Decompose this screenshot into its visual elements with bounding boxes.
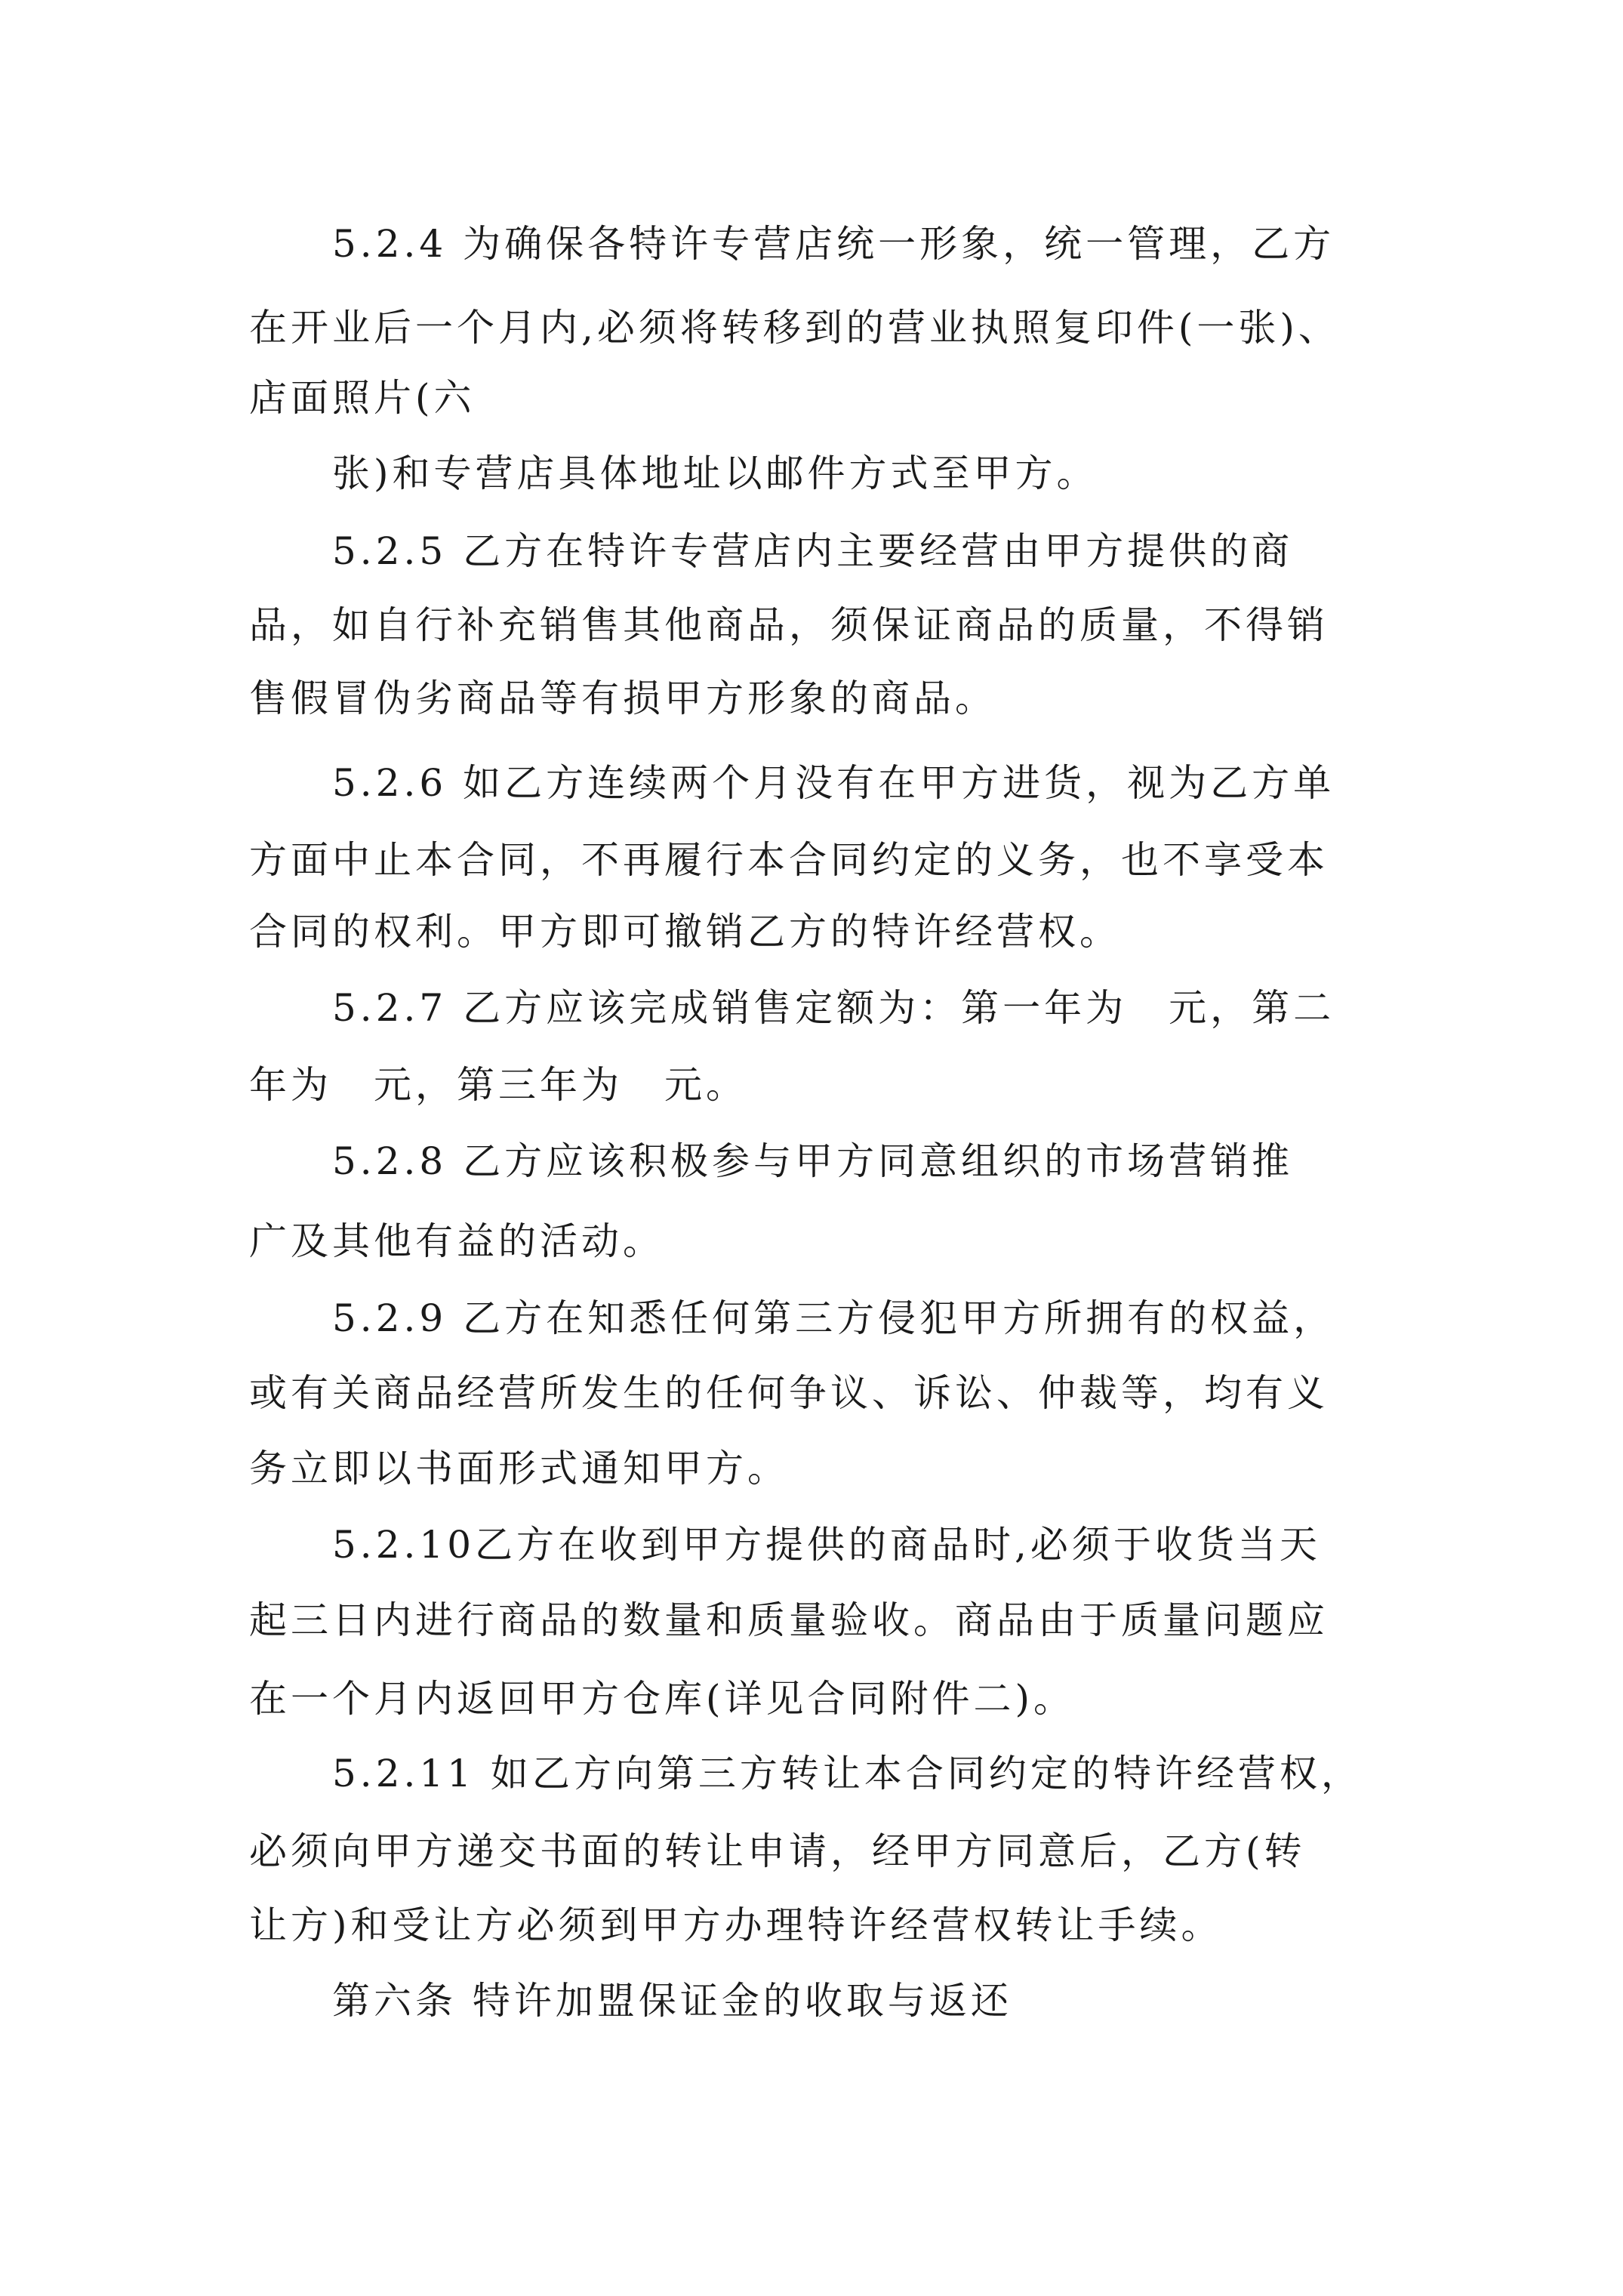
clause-5-2-9-line-1: 5.2.9 乙方在知悉任何第三方侵犯甲方所拥有的权益， [332, 1296, 1335, 1340]
clause-5-2-4-line-2: 在开业后一个月内,必须将转移到的营业执照复印件(一张)、 [249, 306, 1340, 350]
clause-5-2-9-line-3: 务立即以书面形式通知甲方。 [249, 1447, 789, 1490]
clause-5-2-7-line-1: 5.2.7 乙方应该完成销售定额为：第一年为 元，第二 [332, 986, 1335, 1030]
clause-5-2-6-line-3: 合同的权利。甲方即可撤销乙方的特许经营权。 [249, 910, 1121, 954]
clause-5-2-8-line-2: 广及其他有益的活动。 [249, 1219, 664, 1263]
clause-5-2-6-line-2: 方面中止本合同，不再履行本合同约定的义务，也不享受本 [249, 838, 1329, 882]
clause-5-2-9-line-2: 或有关商品经营所发生的任何争议、诉讼、仲裁等，均有义 [249, 1371, 1329, 1415]
clause-5-2-6-line-1: 5.2.6 如乙方连续两个月没有在甲方进货，视为乙方单 [332, 761, 1335, 805]
clause-5-2-4-line-1: 5.2.4 为确保各特许专营店统一形象，统一管理，乙方 [332, 222, 1335, 266]
clause-5-2-11-line-3: 让方)和受让方必须到甲方办理特许经营权转让手续。 [249, 1903, 1223, 1947]
clause-5-2-5-line-2: 品，如自行补充销售其他商品，须保证商品的质量，不得销 [249, 603, 1329, 647]
clause-5-2-4-line-4: 张)和专营店具体地址以邮件方式至甲方。 [332, 451, 1098, 495]
clause-5-2-5-line-3: 售假冒伪劣商品等有损甲方形象的商品。 [249, 676, 996, 720]
clause-5-2-4-line-3: 店面照片(六 [249, 376, 476, 420]
clause-5-2-11-line-1: 5.2.11 如乙方向第三方转让本合同约定的特许经营权， [332, 1752, 1363, 1795]
clause-5-2-11-line-2: 必须向甲方递交书面的转让申请，经甲方同意后，乙方(转 [249, 1829, 1306, 1873]
clause-5-2-10-line-3: 在一个月内返回甲方仓库(详见合同附件二)。 [249, 1677, 1076, 1721]
clause-5-2-7-line-2: 年为 元，第三年为 元。 [249, 1063, 747, 1107]
clause-5-2-10-line-1: 5.2.10乙方在收到甲方提供的商品时,必须于收货当天 [332, 1523, 1321, 1567]
clause-5-2-10-line-2: 起三日内进行商品的数量和质量验收。商品由于质量问题应 [249, 1598, 1329, 1642]
article-6-heading: 第六条 特许加盟保证金的收取与返还 [332, 1979, 1012, 2023]
clause-5-2-5-line-1: 5.2.5 乙方在特许专营店内主要经营由甲方提供的商 [332, 529, 1294, 573]
clause-5-2-8-line-1: 5.2.8 乙方应该积极参与甲方同意组织的市场营销推 [332, 1139, 1294, 1183]
